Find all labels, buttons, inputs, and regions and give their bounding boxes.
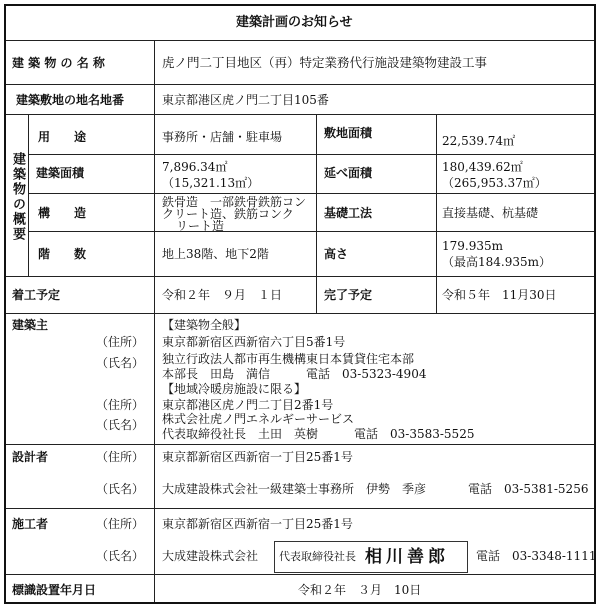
- owner-group1-header: 【建築物全般】: [162, 318, 247, 332]
- rule: [6, 276, 594, 277]
- contractor-phone: 電話 03-3348-1111: [476, 549, 597, 563]
- owner-group2-rep: 代表取締役社長 土田 英樹 電話 03-3583-5525: [162, 427, 475, 441]
- floors-label: 階 数: [38, 247, 87, 261]
- total-floor-area-label: 延べ面積: [324, 166, 373, 180]
- contractor-company: 大成建設株式会社: [162, 549, 259, 563]
- structure-value-line: クリート造、鉄筋コンク: [162, 207, 294, 221]
- height-label: 高さ: [324, 247, 349, 261]
- owner-name-label: （氏名）: [96, 356, 145, 370]
- overview-label: 建築物の概要: [10, 152, 25, 242]
- notice-title: 建築計画のお知らせ: [236, 15, 353, 30]
- sign-date-label: 標識設置年月日: [12, 583, 97, 597]
- end-value: 令和５年 11月30日: [442, 288, 557, 302]
- owner-group2-header: 【地域冷暖房施設に限る】: [162, 382, 307, 396]
- structure-value-line: 鉄骨造 一部鉄骨鉄筋コン: [162, 195, 307, 209]
- notice-board: [4, 4, 596, 604]
- structure-label: 構 造: [38, 206, 87, 220]
- sign-date-value: 令和２年 ３月 10日: [298, 583, 422, 597]
- use-label: 用 途: [38, 130, 87, 144]
- designer-name: 大成建設株式会社一級建築士事務所 伊勢 季彦: [162, 482, 427, 496]
- rule: [154, 40, 155, 574]
- rule: [6, 40, 594, 41]
- building-area-label: 建築面積: [36, 166, 85, 180]
- total-floor-area-value: 180,439.62㎡: [442, 160, 523, 174]
- rule: [436, 114, 437, 313]
- owner-group2-name: 株式会社虎ノ門エネルギーサービス: [162, 412, 355, 426]
- representative-nameplate: [274, 541, 468, 573]
- site-area-label: 敷地面積: [324, 126, 373, 140]
- rule: [6, 114, 594, 115]
- designer-phone: 電話 03-5381-5256: [468, 482, 589, 496]
- owner-group1-addr: 東京都新宿区西新宿六丁目5番1号: [162, 335, 346, 349]
- owner-name-label: （氏名）: [96, 418, 145, 432]
- rule: [28, 114, 29, 276]
- floors-value: 地上38階、地下2階: [162, 247, 269, 261]
- owner-group1-name: 独立行政法人都市再生機構東日本賃貸住宅本部: [162, 352, 415, 366]
- foundation-label: 基礎工法: [324, 206, 373, 220]
- representative-title: 代表取締役社長: [279, 550, 356, 563]
- site-address-value: 東京都港区虎ノ門二丁目105番: [162, 93, 329, 107]
- foundation-value: 直接基礎、杭基礎: [442, 206, 539, 220]
- owner-group2-addr: 東京都港区虎ノ門二丁目2番1号: [162, 398, 334, 412]
- designer-label: 設計者: [12, 450, 49, 464]
- owner-addr-label: （住所）: [96, 335, 145, 349]
- rule: [6, 444, 594, 445]
- rule: [28, 193, 594, 194]
- building-area-value: 7,896.34㎡: [162, 160, 228, 174]
- start-value: 令和２年 ９月 １日: [162, 288, 283, 302]
- owner-addr-label: （住所）: [96, 398, 145, 412]
- building-name-label: 建 築 物 の 名 称: [12, 56, 105, 70]
- height-value: 179.935m: [442, 239, 504, 253]
- structure-value-line: リート造: [176, 219, 225, 233]
- rule: [6, 313, 594, 314]
- use-value: 事務所・店舗・駐車場: [162, 130, 283, 144]
- rule: [28, 231, 594, 232]
- end-label: 完了予定: [324, 288, 373, 302]
- contractor-addr-label: （住所）: [96, 517, 145, 531]
- contractor-label: 施工者: [12, 517, 49, 531]
- site-address-label: 建築敷地の地名地番: [16, 93, 125, 107]
- designer-name-label: （氏名）: [96, 482, 145, 496]
- building-area-value2: （15,321.13㎡）: [162, 176, 260, 190]
- total-floor-area-value2: （265,953.37㎡）: [442, 176, 547, 190]
- rule: [154, 574, 155, 602]
- rule: [6, 574, 594, 575]
- rule: [28, 154, 594, 155]
- rule: [316, 114, 317, 313]
- owner-group1-rep: 本部長 田島 満信 電話 03-5323-4904: [162, 367, 427, 381]
- designer-addr-label: （住所）: [96, 450, 145, 464]
- rule: [6, 84, 594, 85]
- height-value2: （最高184.935m）: [442, 255, 552, 269]
- building-name-value: 虎ノ門二丁目地区（再）特定業務代行施設建築物建設工事: [162, 55, 488, 70]
- start-label: 着工予定: [12, 288, 61, 302]
- designer-addr: 東京都新宿区西新宿一丁目25番1号: [162, 450, 353, 464]
- contractor-addr: 東京都新宿区西新宿一丁目25番1号: [162, 517, 353, 531]
- owner-label: 建築主: [12, 318, 49, 332]
- rule: [6, 508, 594, 509]
- site-area-value: 22,539.74㎡: [442, 134, 516, 148]
- contractor-name-label: （氏名）: [96, 549, 145, 563]
- representative-name: 相川善郎: [365, 547, 449, 567]
